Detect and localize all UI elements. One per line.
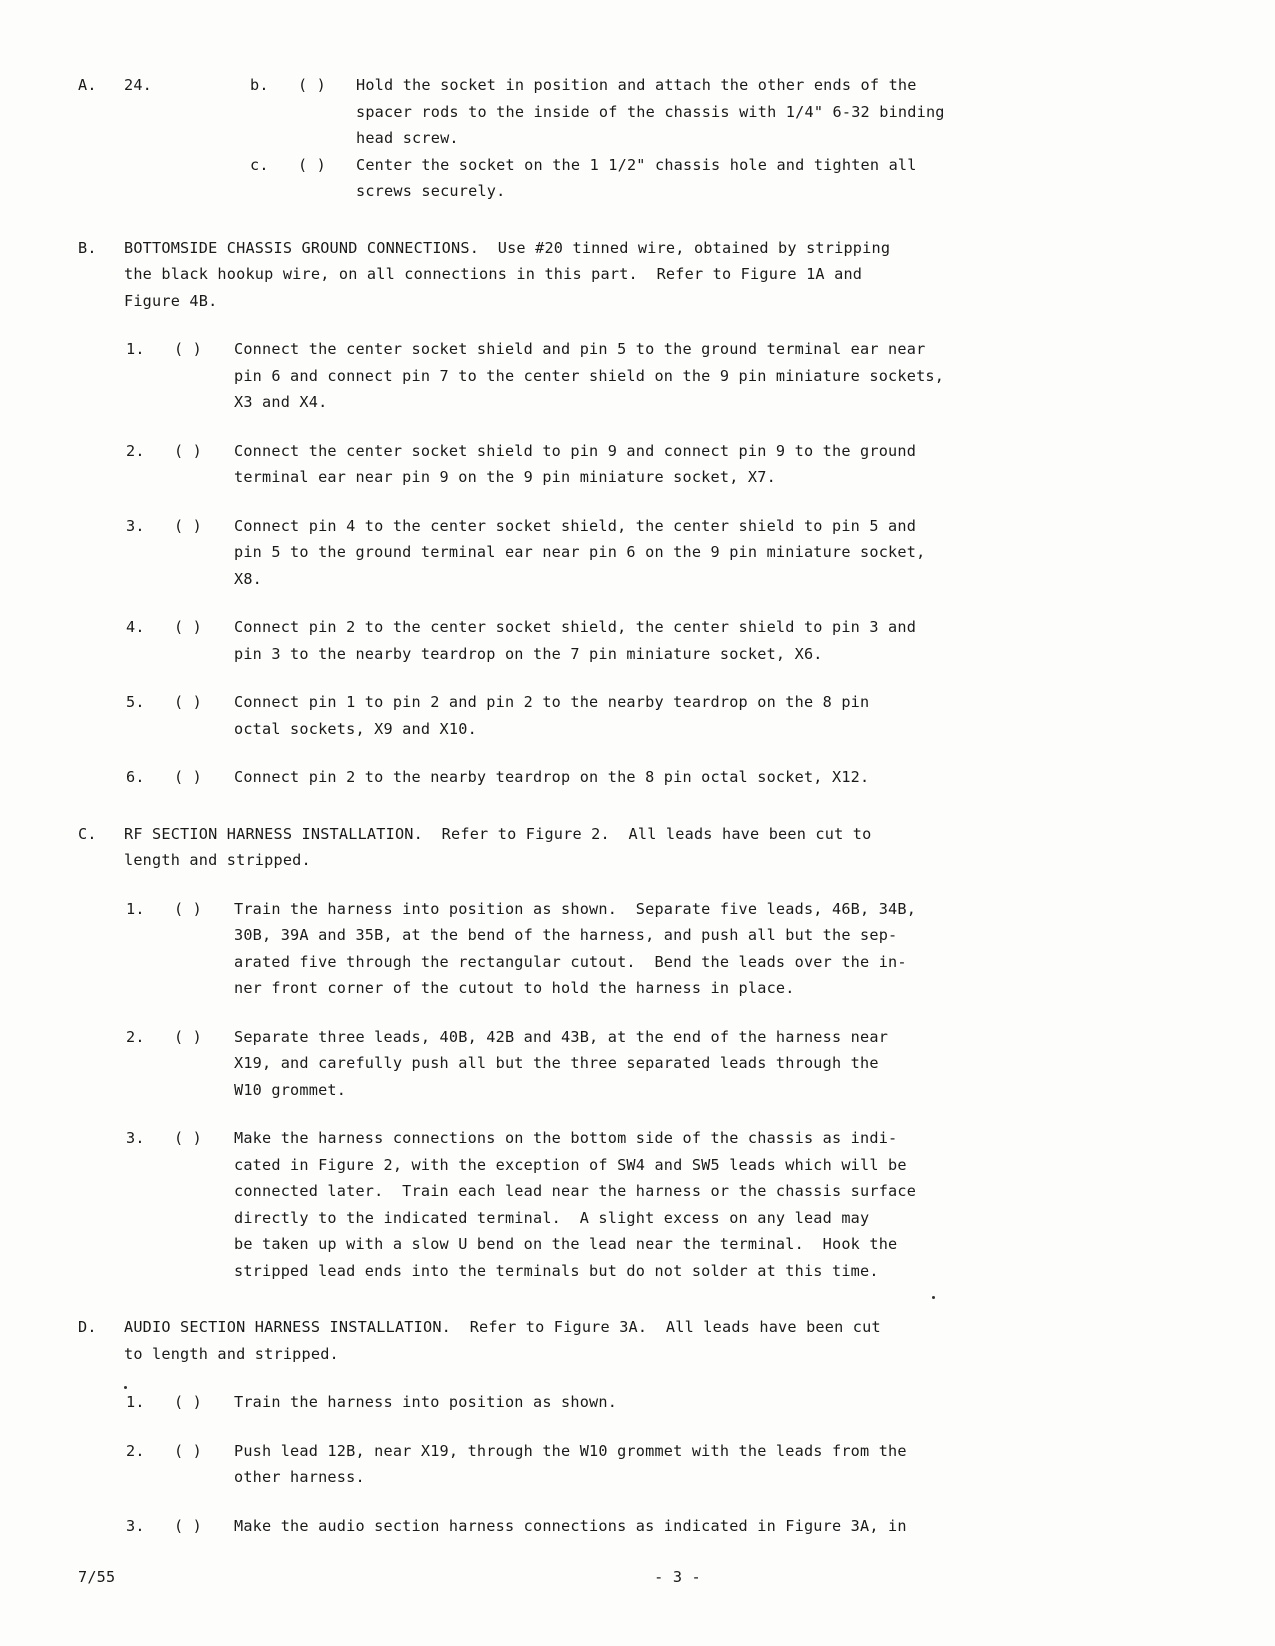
checkbox[interactable]: ( )	[174, 899, 203, 918]
stray-mark	[932, 1296, 935, 1299]
text-line: head screw.	[356, 129, 459, 147]
text-line: be taken up with a slow U bend on the lead near the terminal. Hook the	[234, 1235, 898, 1253]
item-number: 5.	[126, 693, 145, 711]
list-item	[250, 72, 1138, 152]
text-line: connected later. Train each lead near the harness or the chassis surface	[234, 1182, 917, 1200]
item-number: 2.	[126, 1027, 145, 1046]
section-d-heading	[124, 1314, 1138, 1367]
text-line: cated in Figure 2, with the exception of SW4 and SW5 leads which will be	[234, 1155, 907, 1174]
text-line: X3 and X4.	[234, 393, 328, 411]
text-line: Center the socket on the 1 1/2" chassis hole and tighten all	[356, 155, 917, 174]
item-text	[234, 1513, 1138, 1540]
text-line: AUDIO SECTION HARNESS INSTALLATION. Refer to Figure 3A. All leads have been cut	[124, 1318, 881, 1336]
item-number: 2.	[126, 441, 145, 460]
item-number: 6.	[126, 768, 145, 786]
item-number: 1.	[126, 340, 145, 358]
text-line: Make the harness connections on the bottom side of the chassis as indi-	[234, 1129, 898, 1147]
item-number: 1.	[126, 899, 145, 918]
text-line: to length and stripped.	[124, 1344, 339, 1363]
item-text	[234, 764, 1138, 791]
text-line: Connect pin 2 to the center socket shield, the center shield to pin 3 and	[234, 618, 917, 636]
continued-subitems	[250, 72, 1138, 205]
section-b	[78, 235, 1138, 315]
list-item	[126, 1389, 1138, 1416]
item-text	[234, 614, 1138, 667]
checkbox[interactable]: ( )	[174, 693, 203, 711]
text-line: terminal ear near pin 9 on the 9 pin miniature socket, X7.	[234, 468, 776, 486]
text-line: Train the harness into position as shown.	[234, 1393, 618, 1411]
checkbox[interactable]: ( )	[174, 768, 203, 786]
checkbox[interactable]: ( )	[174, 1393, 203, 1411]
text-line: BOTTOMSIDE CHASSIS GROUND CONNECTIONS. Use #20 tinned wire, obtained by stripping	[124, 238, 891, 257]
page-content	[78, 72, 1138, 1539]
text-line: W10 grommet.	[234, 1080, 347, 1099]
text-line: Connect pin 4 to the center socket shield, the center shield to pin 5 and	[234, 516, 917, 535]
text-line: Make the audio section harness connections as indicated in Figure 3A, in	[234, 1516, 907, 1535]
item-text	[234, 438, 1138, 491]
item-number: 3.	[126, 1516, 145, 1535]
item-text	[234, 896, 1138, 1002]
text-line: RF SECTION HARNESS INSTALLATION. Refer to Figure 2. All leads have been cut to	[124, 824, 872, 843]
section-d	[78, 1314, 1138, 1367]
section-c-heading	[124, 821, 1138, 874]
text-line: Connect the center socket shield and pin 5 to the ground terminal ear near	[234, 340, 926, 358]
list-item	[126, 1438, 1138, 1491]
text-line: Train the harness into position as shown. Separate five leads, 46B, 34B,	[234, 899, 917, 918]
section-b-items	[126, 336, 1138, 791]
text-line: stripped lead ends into the terminals but do not solder at this time.	[234, 1261, 879, 1280]
list-item	[126, 614, 1138, 667]
list-item	[126, 764, 1138, 791]
text-line: 30B, 39A and 35B, at the bend of the harness, and push all but the sep-	[234, 926, 898, 944]
subitem-text-c	[356, 152, 1138, 205]
item-number: 3.	[126, 1129, 145, 1147]
checkbox[interactable]: ( )	[174, 618, 203, 636]
list-item	[126, 513, 1138, 593]
checkbox[interactable]: ( )	[174, 441, 203, 460]
text-line: Connect pin 1 to pin 2 and pin 2 to the nearby teardrop on the 8 pin	[234, 693, 870, 711]
section-letter-c: C.	[78, 824, 97, 843]
checkbox[interactable]: ( )	[174, 1027, 203, 1046]
text-line: Figure 4B.	[124, 291, 218, 310]
text-line: pin 6 and connect pin 7 to the center shield on the 9 pin miniature sockets,	[234, 366, 945, 385]
section-c-items	[126, 896, 1138, 1285]
text-line: pin 3 to the nearby teardrop on the 7 pin miniature socket, X6.	[234, 644, 823, 663]
page-footer	[78, 1568, 1197, 1586]
text-line: Separate three leads, 40B, 42B and 43B, at the end of the harness near	[234, 1027, 889, 1046]
item-text	[234, 336, 1138, 416]
checkbox[interactable]: ( )	[174, 1516, 203, 1535]
item-text	[234, 1438, 1138, 1491]
checkbox[interactable]: ( )	[174, 340, 203, 358]
list-item	[126, 689, 1138, 742]
text-line: other harness.	[234, 1468, 365, 1486]
checkbox[interactable]: ( )	[174, 1441, 203, 1460]
list-item	[126, 896, 1138, 1002]
item-number: 2.	[126, 1441, 145, 1460]
text-line: the black hookup wire, on all connections in this part. Refer to Figure 1A and	[124, 265, 863, 283]
section-letter-b: B.	[78, 238, 97, 257]
text-line: directly to the indicated terminal. A slight excess on any lead may	[234, 1208, 870, 1227]
text-line: arated five through the rectangular cutout. Bend the leads over the in-	[234, 952, 907, 971]
text-line: Hold the socket in position and attach the other ends of the	[356, 76, 917, 94]
text-line: X8.	[234, 569, 263, 588]
text-line: Connect pin 2 to the nearby teardrop on the 8 pin octal socket, X12.	[234, 768, 870, 786]
item-text	[234, 1024, 1138, 1104]
item-text	[234, 689, 1138, 742]
text-line: Connect the center socket shield to pin 9 and connect pin 9 to the ground	[234, 441, 917, 460]
section-letter-a: A.	[78, 76, 97, 94]
continued-item-a24	[78, 72, 1138, 205]
page-number: - 3 -	[654, 1568, 701, 1586]
text-line: octal sockets, X9 and X10.	[234, 719, 477, 738]
subitem-text-b	[356, 72, 1138, 152]
section-d-items	[126, 1389, 1138, 1539]
subitem-label-b: b.	[250, 76, 269, 94]
text-line: length and stripped.	[124, 851, 311, 869]
text-line: ner front corner of the cutout to hold the harness in place.	[234, 979, 795, 997]
date-code: 7/55	[78, 1568, 116, 1586]
text-line: Push lead 12B, near X19, through the W10 grommet with the leads from the	[234, 1441, 907, 1460]
list-item	[250, 152, 1138, 205]
subitem-label-c: c.	[250, 155, 269, 174]
text-line: X19, and carefully push all but the three separated leads through the	[234, 1054, 879, 1072]
checkbox[interactable]: ( )	[174, 516, 203, 535]
list-item	[126, 1513, 1138, 1540]
checkbox-c[interactable]: ( )	[298, 155, 327, 174]
section-c	[78, 821, 1138, 874]
item-number: 1.	[126, 1393, 145, 1411]
list-item	[126, 1024, 1138, 1104]
item-text	[234, 513, 1138, 593]
item-number: 3.	[126, 516, 145, 535]
list-item	[126, 1125, 1138, 1284]
stray-mark	[124, 1386, 127, 1389]
checkbox[interactable]: ( )	[174, 1129, 203, 1147]
section-letter-d: D.	[78, 1318, 97, 1336]
item-text	[234, 1389, 1138, 1416]
checkbox-b[interactable]: ( )	[298, 76, 327, 94]
item-text	[234, 1125, 1138, 1284]
text-line: screws securely.	[356, 182, 506, 200]
section-b-heading	[124, 235, 1138, 315]
item-number: 4.	[126, 618, 145, 636]
item-number-24: 24.	[124, 76, 153, 94]
text-line: spacer rods to the inside of the chassis with 1/4" 6-32 binding	[356, 102, 945, 121]
list-item	[126, 336, 1138, 416]
list-item	[126, 438, 1138, 491]
text-line: pin 5 to the ground terminal ear near pin 6 on the 9 pin miniature socket,	[234, 543, 926, 561]
